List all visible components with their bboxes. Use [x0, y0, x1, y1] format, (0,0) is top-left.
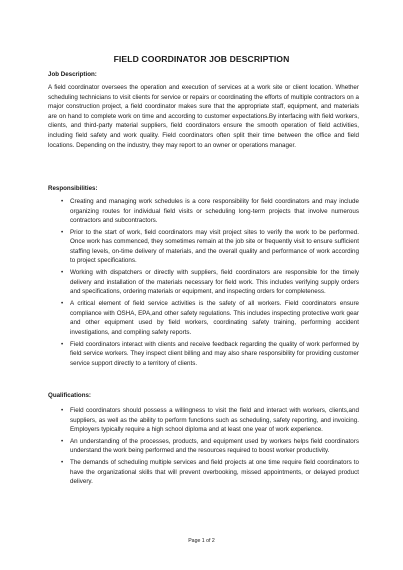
bullet-icon: • [61, 340, 64, 348]
list-item [48, 340, 359, 369]
list-item-text: An understanding of the processes, products, and equipment used by workers helps field coordinators understand the work being performed and the resources required to boost worker productivity. [70, 437, 359, 455]
responsibilities-list [48, 197, 359, 370]
bullet-icon: • [61, 198, 64, 205]
responsibilities-heading: Responsibilities: [48, 185, 98, 192]
list-item-text: Prior to the start of work, field coordinators may visit project sites to verify the work to be performed. Once work has commenced, they sometimes remain at the job site or frequently visit to ensure sufficient staffing levels, on-time delivery of materials, and the overall quality and performance of work according to project specifications. [70, 228, 359, 265]
bullet-icon: • [61, 459, 64, 467]
list-item-text: Field coordinators should possess a willingness to visit the field and interact with workers, clients,and suppliers, as well as the ability to perform functions such as scheduling, safety reporting, and invoicing. Employers typically require a high school diploma and at least one year of work experience. [70, 407, 359, 433]
list-item-text: A critical element of field service activities is the safety of all workers. Field coordinators ensure compliance with OSHA, EPA,and other safety regulations. This includes inspecting protective work gear and other equipment used by field workers, coordinating safety training, performing accident investigations, and compiling safety reports. [70, 300, 359, 336]
bullet-icon: • [61, 269, 64, 277]
list-item [48, 437, 359, 456]
list-item [48, 197, 359, 226]
list-item-text: Creating and managing work schedules is a core responsibility for field coordinators and may include organizing routes for individual field visits or scheduling long-term projects that involve numerous contractors and subcontractors. [70, 198, 359, 224]
bullet-icon: • [61, 407, 64, 414]
list-item [48, 268, 359, 297]
list-item [48, 458, 359, 487]
bullet-icon: • [61, 437, 64, 445]
job-description-heading: Job Description: [48, 71, 97, 78]
list-item [48, 228, 359, 266]
list-item-text: Working with dispatchers or directly with suppliers, field coordinators are responsible for the timely delivery and installation of the materials necessary for field work. This includes verifying supply orders and specifications, ordering materials or equipment, and inspecting orders for completeness. [70, 269, 359, 296]
qualifications-list [48, 406, 359, 489]
list-item [48, 299, 359, 337]
list-item-text: Field coordinators interact with clients and receive feedback regarding the quality of work performed by field service workers. They inspect client billing and may also share responsibility for providing customer service support directly to a territory of clients. [70, 340, 359, 367]
document-title: FIELD COORDINATOR JOB DESCRIPTION [113, 54, 290, 64]
job-description-paragraph: A field coordinator oversees the operation and execution of services at a work site or client location. Whether scheduling technicians to visit clients for service or repairs or coordinating the efforts of multiple contractors on a major construction project, a field coordinator makes sure that the appropriate staff, equipment, and materials are on hand to complete work on time and according to customer expectations.By interfacing with field workers, clients, and third-party material suppliers, field coordinators ensure the smooth operation of field activities, including field safety and work quality. Field coordinators often split their time between the office and field locations. Depending on the industry, they may report to an owner or operations manager. [48, 84, 359, 149]
page-footer: Page 1 of 2 [188, 538, 215, 544]
list-item [48, 406, 359, 435]
bullet-icon: • [61, 300, 64, 308]
list-item-text: The demands of scheduling multiple services and field projects at one time require field coordinators to have the organizational skills that will prevent overbooking, missed appointments, or delayed product delivery. [70, 459, 359, 486]
qualifications-heading: Qualifications: [48, 392, 91, 399]
bullet-icon: • [61, 228, 64, 236]
